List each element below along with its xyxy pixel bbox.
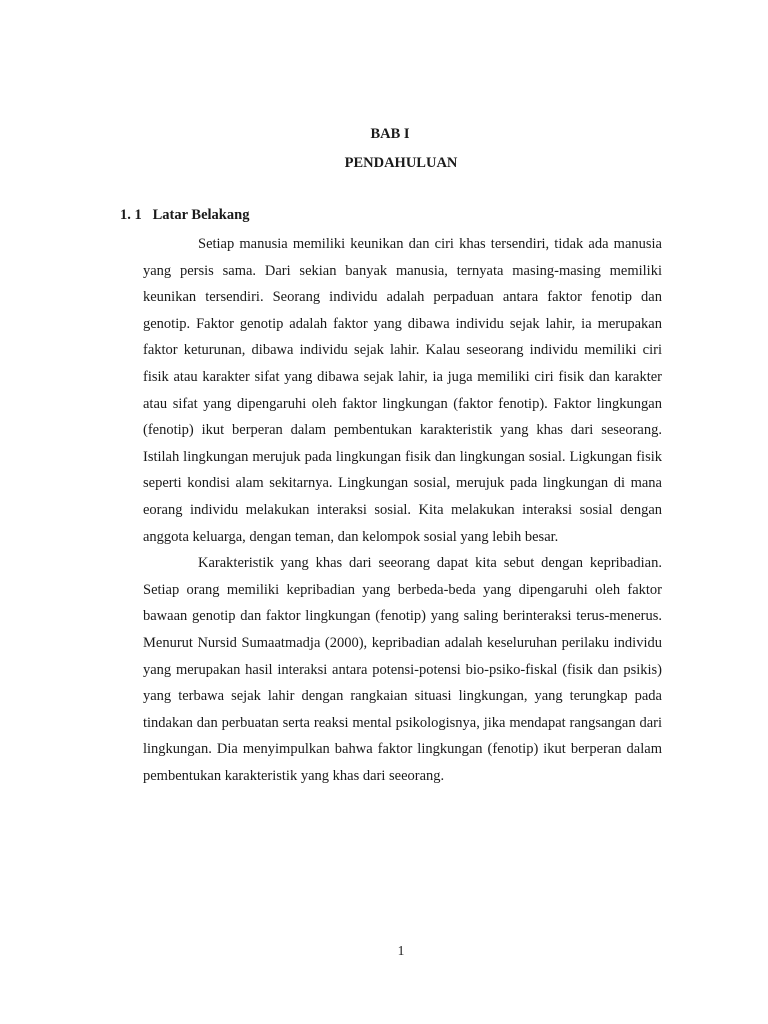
section-heading [120,207,249,224]
body-text [143,231,662,789]
paragraph: Karakteristik yang khas dari seeorang dapat kita sebut dengan kepribadian. Setiap orang memiliki kepribadian yang berbeda-beda yang dipengaruhi oleh faktor bawaan genotip dan faktor lingkungan (fenotip) yang saling berinteraksi terus-menerus. Menurut Nursid Sumaatmadja (2000), kepribadian adalah keseluruhan perilaku individu yang merupakan hasil interaksi antara potensi-potensi bio-psiko-fiskal (fisik dan psikis) yang terbawa sejak lahir dengan rangkaian situasi lingkungan, yang terungkap pada tindakan dan perbuatan serta reaksi mental psikologisnya, jika mendapat rangsangan dari lingkungan. Dia menyimpulkan bahwa faktor lingkungan (fenotip) ikut berperan dalam pembentukan karakteristik yang khas dari seeorang. [143,555,662,784]
section-number: 1. 1 [120,207,142,223]
paragraph: Setiap manusia memiliki keunikan dan ciri khas tersendiri, tidak ada manusia yang persis sama. Dari sekian banyak manusia, ternyata masing-masing memiliki keunikan tersendiri. Seorang individu adalah perpaduan antara faktor fenotip dan genotip. Faktor genotip adalah faktor yang dibawa individu sejak lahir, ia merupakan faktor keturunan, dibawa individu sejak lahir. Kalau seseorang individu memiliki ciri fisik atau karakter sifat yang dibawa sejak lahir, ia juga memiliki ciri fisik dan karakter atau sifat yang dipengaruhi oleh faktor lingkungan (faktor fenotip). Faktor lingkungan (fenotip) ikut berperan dalam pembentukan karakteristik yang khas dari seseorang. Istilah lingkungan merujuk pada lingkungan fisik dan lingkungan sosial. Ligkungan fisik seperti kondisi alam sekitarnya. Lingkungan sosial, merujuk pada lingkungan di mana eorang individu melakukan interaksi sosial. Kita melakukan interaksi sosial dengan anggota keluarga, dengan teman, dan kelompok sosial yang lebih besar. [143,236,662,545]
section-title: Latar Belakang [152,207,250,223]
chapter-title: PENDAHULUAN [344,155,458,171]
page-number: 1 [397,943,405,958]
chapter-number: BAB I [370,126,410,142]
